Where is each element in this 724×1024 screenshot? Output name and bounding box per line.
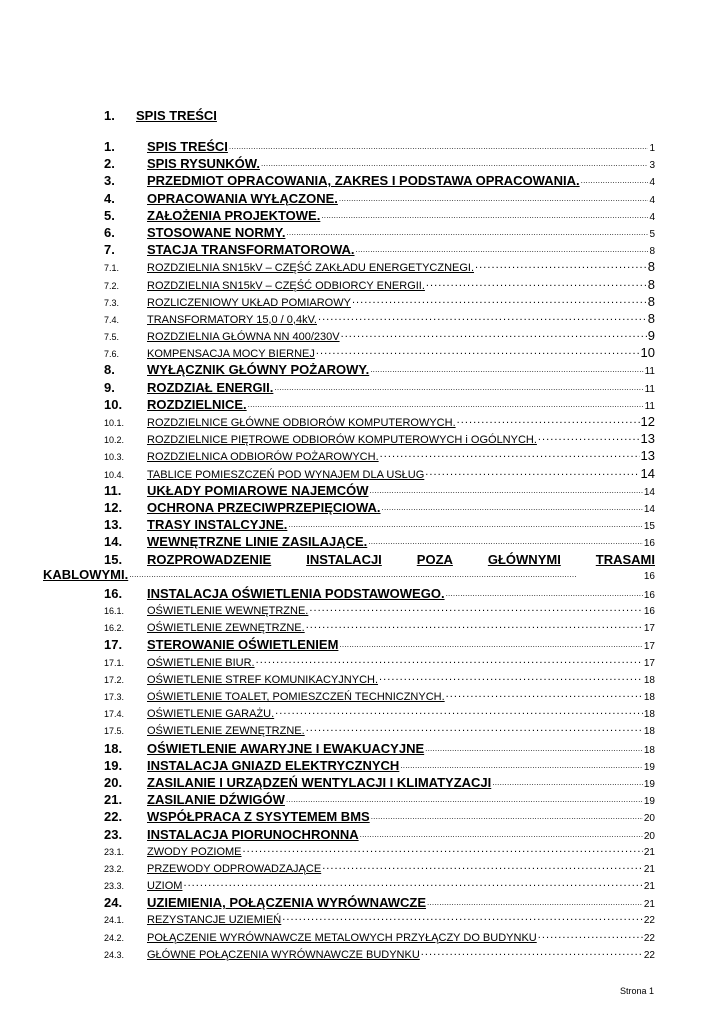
toc-entry-title: ROZDZIELNICA ODBIORÓW POŻAROWYCH. [147, 451, 379, 464]
toc-entry[interactable] [104, 156, 655, 173]
toc-entry-number: 24.2. [104, 932, 125, 943]
toc-entry-number: 3. [104, 173, 115, 189]
toc-entry-page: 20 [643, 813, 655, 825]
toc-entry-page: 17 [643, 623, 655, 635]
toc-entry-title: INSTALACJA PIORUNOCHRONNA [147, 826, 359, 842]
leader-dots [457, 415, 640, 426]
toc-entry[interactable] [104, 277, 655, 294]
toc-entry-page: 21 [643, 846, 655, 858]
toc-entry-page: 3 [649, 160, 655, 172]
toc-entry-title: OŚWIETLENIE ZEWNĘTRZNE. [147, 725, 305, 738]
toc-entry[interactable] [104, 534, 655, 551]
toc-entry-page: 21 [643, 863, 655, 875]
leader-dots [538, 432, 640, 443]
leader-dots [427, 899, 643, 907]
toc-entry-page: 15 [643, 521, 655, 533]
toc-entry-number: 10.4. [104, 469, 125, 480]
leader-dots [129, 571, 643, 579]
toc-entry-page: 17 [643, 657, 655, 669]
toc-entry-number: 14. [104, 534, 123, 550]
toc-entry[interactable] [104, 706, 655, 723]
toc-entry-page: 8 [647, 276, 655, 292]
leader-dots [261, 160, 649, 168]
toc-entry-title: TABLICE POMIESZCZEŃ POD WYNAJEM DLA USŁUG [147, 468, 425, 481]
toc-entry[interactable] [104, 208, 655, 225]
toc-entry[interactable] [104, 191, 655, 208]
toc-entry-number: 7.6. [104, 349, 120, 360]
toc-entry[interactable] [104, 328, 655, 345]
toc-entry-title: ZASILANIE I URZĄDZEŃ WENTYLACJI I KLIMATYZACJI [147, 774, 492, 790]
toc-entry-page: 5 [649, 228, 655, 240]
toc-entry-page: 9 [647, 328, 655, 344]
toc-entry-number: 12. [104, 499, 123, 515]
toc-entry-number: 17.4. [104, 709, 125, 720]
toc-entry-page: 11 [644, 366, 655, 378]
toc-entry-page: 18 [643, 674, 655, 686]
leader-dots [581, 177, 649, 185]
leader-dots [316, 346, 640, 357]
toc-entry[interactable] [104, 311, 655, 328]
toc-entry-title: UZIOM [147, 880, 183, 893]
toc-entry-page: 21 [643, 881, 655, 893]
leader-dots [371, 813, 643, 821]
toc-entry-number: 10.3. [104, 452, 125, 463]
toc-entry-title: OPRACOWANIA WYŁĄCZONE. [147, 190, 338, 206]
toc-entry-number: 20. [104, 774, 123, 790]
toc-entry-title: OŚWIETLENIE WEWNĘTRZNE. [147, 605, 309, 618]
toc-entry[interactable] [43, 551, 655, 586]
toc-entry-page: 21 [643, 899, 655, 911]
toc-entry-number: 23.3. [104, 881, 125, 892]
leader-dots [368, 538, 643, 546]
leader-dots [318, 312, 647, 323]
toc-entry-title: OŚWIETLENIE STREF KOMUNIKACYJNYCH. [147, 673, 379, 686]
toc-entry-title: STEROWANIE OŚWIETLENIEM [147, 637, 339, 653]
leader-dots [352, 295, 647, 306]
toc-entry[interactable] [104, 895, 655, 912]
toc-entry[interactable] [104, 448, 655, 465]
toc-entry-page: 4 [649, 177, 655, 189]
leader-dots [306, 723, 643, 734]
toc-entry[interactable] [104, 912, 655, 929]
leader-dots [421, 947, 643, 958]
toc-entry-title: WEWNĘTRZNE LINIE ZASILAJĄCE. [147, 534, 368, 550]
toc-entry-number: 15. [104, 551, 123, 567]
page-footer: Strona 1 [619, 986, 654, 996]
leader-dots [248, 401, 644, 409]
toc-entry-number: 17.2. [104, 674, 125, 685]
toc-entry-page: 11 [644, 383, 655, 395]
toc-entry[interactable] [104, 586, 655, 603]
toc-entry-number: 22. [104, 809, 123, 825]
leader-dots [382, 504, 643, 512]
toc-entry-number: 17. [104, 637, 123, 653]
toc-entry-number: 10.1. [104, 418, 125, 428]
toc-entry-title: ROZPROWADZENIE INSTALACJI POZA GŁÓWNYMI TRASAMI [147, 551, 655, 567]
toc-entry-title: STOSOWANE NORMY. [147, 224, 286, 240]
toc-entry-title: SPIS TREŚCI [147, 139, 228, 154]
leader-dots [286, 796, 643, 804]
toc-entry[interactable] [104, 242, 655, 259]
leader-dots [360, 831, 643, 839]
leader-dots [183, 878, 642, 889]
toc-entry-title: OŚWIETLENIE AWARYJNE I EWAKUACYJNE [147, 740, 425, 756]
toc-entry-number: 10. [104, 396, 123, 412]
toc-entry-page: 4 [649, 194, 655, 206]
leader-dots [425, 467, 639, 478]
toc-entry-number: 1. [104, 139, 115, 154]
toc-entry[interactable] [104, 173, 655, 190]
toc-entry-page: 18 [643, 709, 655, 721]
toc-entry-number: 9. [104, 379, 115, 395]
toc-entry-title: ROZDZIAŁ ENERGII. [147, 379, 274, 395]
toc-entry-page: 12 [640, 414, 655, 429]
toc-entry[interactable] [104, 741, 655, 758]
toc-entry-number: 7. [104, 242, 115, 258]
toc-entry-page: 19 [643, 796, 655, 808]
toc-entry[interactable] [104, 655, 655, 672]
toc-entry-title: STACJA TRANSFORMATOROWA. [147, 242, 355, 258]
toc-entry-page: 8 [647, 293, 655, 309]
toc-entry[interactable] [104, 380, 655, 397]
toc-entry[interactable] [104, 809, 655, 826]
leader-dots [339, 641, 642, 649]
toc-entry-title: REZYSTANCJE UZIEMIEŃ [147, 914, 282, 927]
toc-entry-page: 8 [647, 310, 655, 326]
toc-entry-number: 11. [104, 482, 122, 498]
toc-entry-number: 2. [104, 156, 115, 172]
toc-entry-page: 22 [643, 915, 655, 927]
toc-entry[interactable] [104, 689, 655, 706]
leader-dots [339, 195, 649, 203]
toc-entry-number: 4. [104, 190, 115, 206]
leader-dots [475, 260, 647, 271]
toc-entry-title: ROZDZIELNIA SN15kV – CZĘŚĆ ZAKŁADU ENERGETYCZNEGI. [147, 262, 475, 275]
toc-entry[interactable] [104, 483, 655, 500]
toc-entry-number: 6. [104, 224, 115, 240]
toc-entry[interactable] [104, 930, 655, 947]
toc-entry-title: ZAŁOŻENIA PROJEKTOWE. [147, 207, 321, 223]
leader-dots [400, 762, 643, 770]
toc-entry-number: 7.4. [104, 314, 120, 325]
toc-entry-number: 24.3. [104, 949, 125, 960]
heading-text: SPIS TREŚCI [136, 108, 217, 123]
toc-entry-number: 16.2. [104, 623, 125, 634]
toc-entry-page: 16 [643, 589, 655, 601]
toc-entry-page: 13 [640, 431, 655, 447]
toc-entry-number: 8. [104, 362, 115, 378]
toc-entry-page: 16 [643, 606, 655, 618]
toc-entry-title: INSTALACJA OŚWIETLENIA PODSTAWOWEGO. [147, 585, 445, 601]
toc-entry-title: GŁÓWNE POŁĄCZENIA WYRÓWNAWCZE BUDYNKU [147, 948, 420, 961]
toc-entry-title: ROZDZIELNICE PIĘTROWE ODBIORÓW KOMPUTEROWYCH i OGÓLNYCH. [147, 434, 537, 447]
toc-entry[interactable] [104, 397, 655, 414]
toc-entry[interactable] [104, 362, 655, 379]
heading-number: 1. [104, 108, 115, 123]
toc-entry-title: TRANSFORMATORY 15,0 / 0,4kV. [147, 313, 317, 326]
toc-entry-number: 7.3. [104, 297, 120, 308]
toc-entry-title: OŚWIETLENIE TOALET, POMIESZCZEŃ TECHNICZNYCH. [147, 691, 445, 704]
toc-entry-page: 4 [649, 211, 655, 223]
leader-dots [369, 487, 642, 495]
toc-entry-title: OŚWIETLENIE GARAŻU. [147, 708, 275, 721]
leader-dots [321, 212, 648, 220]
toc-entry-page: 18 [643, 726, 655, 738]
leader-dots [282, 912, 643, 923]
toc-entry[interactable] [104, 844, 655, 861]
leader-dots [288, 521, 643, 529]
toc-entry-number: 16. [104, 585, 123, 601]
toc-entry-number: 19. [104, 757, 123, 773]
toc-entry-page: 16 [643, 570, 655, 582]
toc-entry-number: 5. [104, 207, 115, 223]
toc-entry-title-continued: KABLOWYMI. [43, 566, 129, 582]
toc-entry[interactable] [104, 947, 655, 964]
toc-entry-page: 18 [643, 692, 655, 704]
toc-entry-number: 7.5. [104, 332, 120, 343]
toc-entry-page: 11 [644, 400, 655, 412]
toc-entry-title: KOMPENSACJA MOCY BIERNEJ [147, 348, 315, 361]
toc-entry-number: 17.3. [104, 692, 125, 703]
toc-entry[interactable] [104, 723, 655, 740]
leader-dots [306, 620, 643, 631]
toc-entry-number: 23.1. [104, 846, 125, 857]
toc-entry-title: ROZDZIELNIA GŁÓWNA NN 400/230V [147, 331, 340, 344]
toc-entry[interactable] [104, 878, 655, 895]
toc-entry-page: 16 [643, 538, 655, 550]
toc-entry[interactable] [104, 792, 655, 809]
toc-entry-number: 23. [104, 826, 123, 842]
toc-entry[interactable] [104, 466, 655, 483]
leader-dots [243, 844, 643, 855]
toc-entry-page: 14 [640, 465, 655, 481]
leader-dots [309, 603, 643, 614]
toc-entry-number: 24.1. [104, 915, 125, 926]
toc-entry-title: WYŁĄCZNIK GŁÓWNY POŻAROWY. [147, 362, 370, 378]
toc-entry-number: 21. [104, 792, 123, 808]
leader-dots [322, 861, 643, 872]
leader-dots [286, 229, 648, 237]
toc-entry[interactable] [104, 500, 655, 517]
toc-entry-number: 10.2. [104, 435, 125, 446]
leader-dots [370, 366, 643, 374]
toc-entry-title: ROZDZIELNICE GŁÓWNE ODBIORÓW KOMPUTEROWYCH. [147, 417, 456, 429]
leader-dots [275, 706, 643, 717]
toc-entry[interactable] [104, 225, 655, 242]
leader-dots [341, 329, 647, 340]
leader-dots [229, 143, 649, 151]
toc-entry-title: PRZEDMIOT OPRACOWANIA, ZAKRES I PODSTAWA OPRACOWANIA. [147, 173, 580, 189]
toc-entry-title: UZIEMIENIA, POŁĄCZENIA WYRÓWNAWCZE [147, 895, 427, 911]
leader-dots [274, 384, 643, 392]
toc-entry-page: 22 [643, 949, 655, 961]
toc-entry[interactable] [104, 139, 655, 156]
toc-entry-page: 10 [640, 345, 655, 361]
toc-entry[interactable] [104, 758, 655, 775]
toc-entry-number: 17.5. [104, 726, 125, 737]
toc-entry-title: INSTALACJA GNIAZD ELEKTRYCZNYCH [147, 757, 400, 773]
toc-entry-title: OCHRONA PRZECIWPRZEPIĘCIOWA. [147, 499, 381, 515]
toc-entry-title: PRZEWODY ODPROWADZAJĄCE [147, 862, 322, 875]
toc-entry-page: 19 [643, 778, 655, 790]
toc-entry-page: 1 [649, 143, 655, 154]
toc-entry-number: 7.2. [104, 280, 120, 291]
toc-entry[interactable] [104, 603, 655, 620]
toc-entry-title: OŚWIETLENIE ZEWNĘTRZNE. [147, 622, 305, 635]
toc-entry[interactable] [104, 294, 655, 311]
toc-entry-number: 18. [104, 740, 123, 756]
toc-entry[interactable] [104, 517, 655, 534]
toc-entry-title: POŁĄCZENIE WYRÓWNAWCZE METALOWYCH PRZYŁĄCZY DO BUDYNKU [147, 931, 537, 944]
leader-dots [446, 590, 643, 598]
toc-entry-page: 20 [643, 830, 655, 842]
leader-dots [356, 246, 649, 254]
toc-entry[interactable] [104, 259, 655, 276]
toc-entry-number: 17.1. [104, 657, 125, 668]
toc-entry[interactable] [104, 775, 655, 792]
table-of-contents [43, 139, 655, 964]
toc-entry-number: 24. [104, 895, 123, 911]
toc-entry-title: SPIS RYSUNKÓW. [147, 156, 260, 172]
toc-entry-number: 16.1. [104, 606, 125, 617]
toc-entry[interactable] [104, 620, 655, 637]
page-heading [104, 108, 217, 123]
toc-entry[interactable] [104, 672, 655, 689]
toc-entry-title: ZASILANIE DŹWIGÓW [147, 792, 285, 808]
toc-entry-page: 14 [643, 486, 655, 498]
toc-entry-title: ROZDZIELNIA SN15kV – CZĘŚĆ ODBIORCY ENERGII. [147, 279, 425, 292]
leader-dots [538, 930, 643, 941]
toc-entry-title: OŚWIETLENIE BIUR. [147, 656, 255, 669]
toc-entry[interactable] [104, 637, 655, 654]
toc-entry-title: ROZLICZENIOWY UKŁAD POMIAROWY [147, 296, 351, 309]
toc-entry-page: 8 [647, 259, 655, 275]
toc-entry[interactable] [104, 345, 655, 362]
toc-entry-number: 23.2. [104, 863, 125, 874]
leader-dots [379, 672, 643, 683]
toc-entry-number: 13. [104, 517, 123, 533]
leader-dots [492, 779, 643, 787]
toc-entry-page: 8 [649, 246, 655, 258]
toc-entry[interactable] [104, 827, 655, 844]
leader-dots [446, 689, 643, 700]
leader-dots [380, 449, 640, 460]
toc-entry-title: ROZDZIELNICE. [147, 396, 247, 412]
toc-entry-title: UKŁADY POMIAROWE NAJEMCÓW [147, 482, 369, 498]
toc-entry[interactable] [104, 861, 655, 878]
toc-entry-page: 22 [643, 932, 655, 944]
toc-entry-page: 19 [643, 761, 655, 773]
toc-entry-title: WSPÓŁPRACA Z SYSYTEMEM BMS [147, 809, 370, 825]
toc-entry-title: ZWODY POZIOME [147, 845, 242, 858]
toc-entry[interactable] [104, 414, 655, 431]
toc-entry-page: 13 [640, 448, 655, 464]
toc-entry-page: 17 [643, 641, 655, 653]
toc-entry[interactable] [104, 431, 655, 448]
toc-entry-title: TRASY INSTALCYJNE. [147, 517, 288, 533]
leader-dots [256, 655, 643, 666]
toc-entry-number: 7.1. [104, 263, 120, 274]
toc-entry-page: 14 [643, 503, 655, 515]
toc-entry-page: 18 [643, 744, 655, 756]
leader-dots [425, 745, 643, 753]
leader-dots [426, 278, 647, 289]
